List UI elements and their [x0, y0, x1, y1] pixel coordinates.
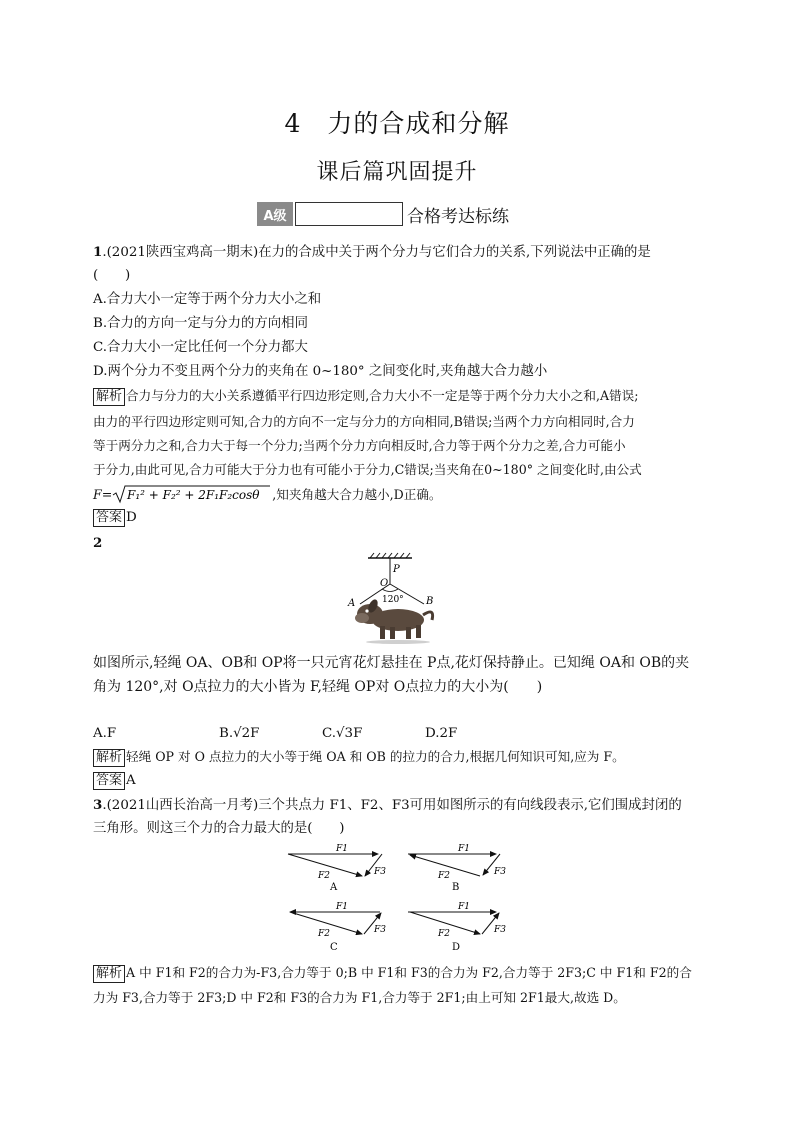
level-text: 合格考达标练: [407, 206, 509, 227]
q2-stem-line-1: 如图所示,轻绳 OA、OB和 OP将一只元宵花灯悬挂在 P点,花灯保持静止。已知绳 OA和 OB的夹: [93, 655, 690, 671]
q2-option-c: C.√3F: [322, 726, 363, 741]
q2-analysis-text: 轻绳 OP 对 O 点拉力的大小等于绳 OA 和 OB 的拉力的合力,根据几何知识可知,应为 F。: [126, 749, 625, 764]
q1-option-d: [93, 362, 547, 382]
q2-option-b: B.√2F: [219, 726, 260, 741]
q1-formula-sqrt: [112, 484, 272, 504]
diagram-b: [408, 844, 506, 893]
analysis-tag: 解析: [93, 965, 125, 983]
ceiling-icon: [368, 553, 412, 558]
q1-stem: [93, 242, 651, 263]
answer-tag: 答案: [93, 772, 125, 790]
q1-option-a: A.合力大小一定等于两个分力大小之和: [93, 292, 322, 307]
q1-number: 1: [93, 244, 103, 260]
q3-analysis-text-1: A 中 F1和 F2的合力为-F3,合力等于 0;B 中 F1和 F3的合力为 F2,合力等于 2F3;C 中 F1和 F2的合: [126, 965, 692, 980]
svg-text:F3: F3: [494, 925, 506, 935]
svg-text:F1: F1: [458, 902, 470, 912]
diagram-a: [288, 844, 386, 893]
q1-option-b: B.合力的方向一定与分力的方向相同: [93, 316, 308, 331]
q1-option-c: C.合力大小一定比任何一个分力都大: [93, 340, 308, 355]
q2-answer-value: A: [126, 773, 136, 788]
q3-number: 3: [93, 797, 103, 813]
q3-figures: [280, 842, 520, 958]
diagram-c: [290, 902, 386, 953]
label-angle: 120°: [382, 595, 404, 605]
q2-stem-line-2: 角为 120°,对 O点拉力的大小皆为 F,轻绳 OP对 O点拉力的大小为( ): [93, 679, 543, 695]
svg-text:F2: F2: [438, 929, 450, 939]
q1-formula-tail: ,知夹角越大合力越小,D正确。: [272, 487, 442, 502]
answer-tag: 答案: [93, 509, 125, 527]
q3-stem-line-2: 三角形。则这三个力的合力最大的是( ): [93, 821, 345, 836]
svg-text:F1: F1: [336, 902, 348, 912]
svg-text:F2: F2: [318, 929, 330, 939]
diagram-a-label: A: [330, 882, 338, 893]
page-title: 4 力的合成和分解: [284, 109, 510, 138]
level-box: [295, 202, 403, 226]
q3-stem-line-1: [93, 795, 682, 816]
label-b: B: [426, 596, 434, 607]
analysis-tag: 解析: [93, 388, 125, 406]
label-a: A: [348, 598, 356, 609]
q1-paren: ( ): [93, 268, 131, 283]
q3-analysis-line-1: [93, 963, 692, 983]
q2-option-a: A.F: [93, 726, 117, 741]
level-row: [257, 201, 509, 227]
q3-stem-text: .(2021山西长治高一月考)三个共点力 F1、F2、F3可用如图所示的有向线段表示,它们围成封闭的: [102, 798, 682, 813]
q1-stem-text: .(2021陕西宝鸡高一期末)在力的合成中关于两个分力与它们合力的关系,下列说法中正确的是: [102, 245, 651, 260]
page-subtitle: 课后篇巩固提升: [316, 160, 478, 185]
q1-option-d-text: 两个分力不变且两个分力的夹角在 0~180° 之间变化时,夹角越大合力越小: [107, 364, 548, 379]
q3-analysis-line-2: 力为 F3,合力等于 2F3;D 中 F2和 F3的合力为 F1,合力等于 2F1;由上可知 2F1最大,故选 D。: [93, 990, 626, 1005]
q1-formula-line: [93, 484, 442, 505]
q1-analysis-line-4: 于分力,由此可见,合力可能大于分力也有可能小于分力,C错误;当夹角在0~180° 之间变化时,由公式: [93, 462, 642, 477]
svg-text:F3: F3: [374, 867, 386, 877]
label-o: O: [380, 578, 389, 589]
svg-text:F3: F3: [494, 867, 506, 877]
q1-analysis-line-1: [93, 386, 639, 406]
svg-text:F3: F3: [374, 925, 386, 935]
q2-analysis: [93, 747, 625, 767]
svg-text:F2: F2: [438, 871, 450, 881]
level-badge: A级: [257, 202, 293, 226]
q2-number: 2: [93, 535, 103, 551]
q1-formula-prefix: F=: [93, 487, 113, 502]
q1-answer-value: D: [126, 510, 137, 525]
svg-text:F1: F1: [458, 844, 470, 854]
q1-analysis-line-2: 由力的平行四边形定则可知,合力的方向不一定与分力的方向相同,B错误;当两个力方向相同时,合力: [93, 414, 635, 429]
svg-text:F₁² + F₂² + 2F₁F₂cosθ: F₁² + F₂² + 2F₁F₂cosθ: [127, 488, 260, 502]
svg-text:F1: F1: [336, 844, 348, 854]
diagram-b-label: B: [452, 882, 460, 893]
diagram-d-label: D: [452, 942, 461, 953]
q1-analysis-line-3: 等于两分力之和,合力大于每一个分力;当两个分力方向相反时,合力等于两个分力之差,合力可能小: [93, 438, 626, 453]
q1-answer: [93, 508, 137, 528]
diagram-d: [408, 902, 506, 953]
label-p: P: [393, 564, 400, 575]
diagram-c-label: C: [330, 942, 338, 953]
q1-analysis-text-1: 合力与分力的大小关系遵循平行四边形定则,合力大小不一定是等于两个分力大小之和,A错误;: [126, 388, 639, 403]
q2-answer: [93, 771, 136, 791]
q2-option-d: D.2F: [425, 726, 458, 741]
q1-option-d-prefix: D.: [93, 364, 108, 379]
svg-text:F2: F2: [318, 871, 330, 881]
analysis-tag: 解析: [93, 749, 125, 767]
q2-figure: [340, 552, 450, 644]
